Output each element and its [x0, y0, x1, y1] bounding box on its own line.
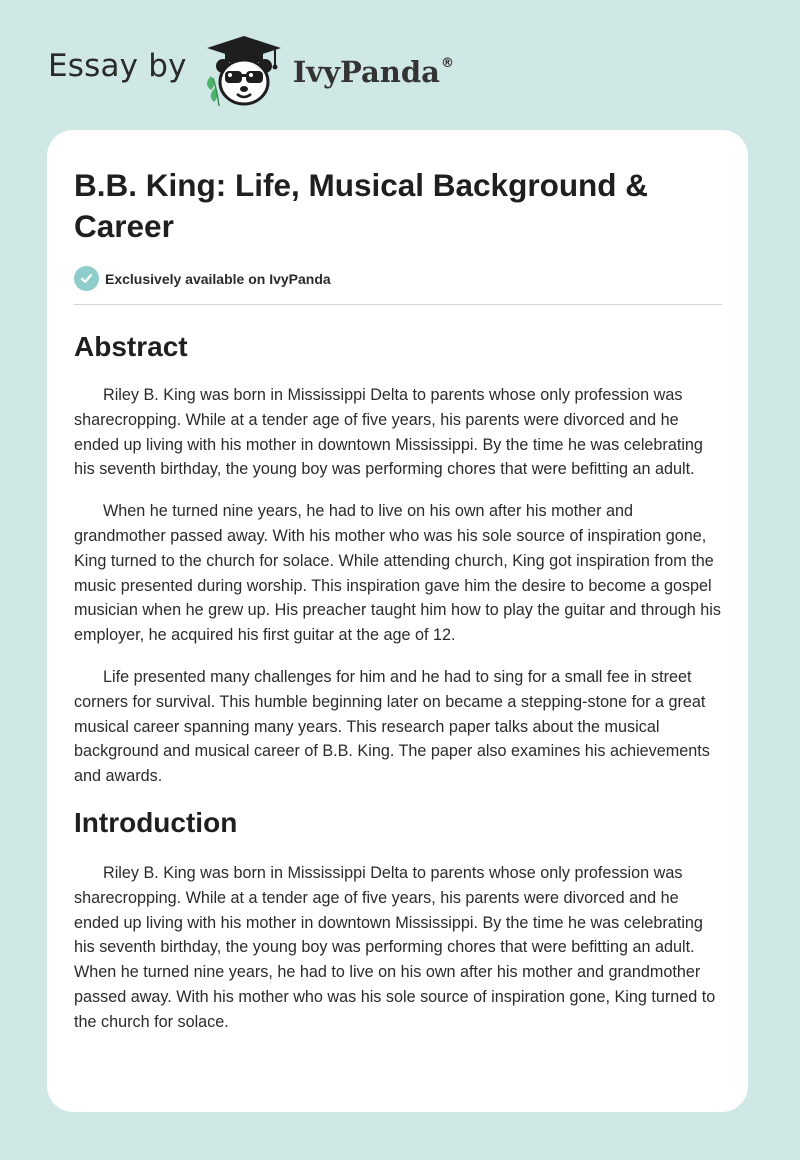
paragraph: Life presented many challenges for him and he had to sing for a small fee in street corners for survival. This humble beginning later on became a stepping-stone for a great musical career spanning many years. This research paper talks about the musical background and musical career of B.B. King. The paper also examines his achievements and awards.: [74, 667, 710, 786]
essay-by-label: Essay by: [48, 48, 187, 84]
divider: [74, 304, 722, 305]
exclusive-badge: [74, 266, 722, 291]
check-icon: [74, 266, 99, 291]
paragraph: Riley B. King was born in Mississippi Delta to parents whose only profession was sharecropping. While at a tender age of five years, his parents were divorced and he ended up living with his mother in downtown Mississippi. By the time he was celebrating his seventh birthday, the young boy was performing chores that were befitting an adult.: [74, 386, 703, 479]
essay-card: [47, 130, 748, 1112]
registered-mark: ®: [440, 56, 454, 72]
essay-title: B.B. King: Life, Musical Background & Career: [74, 167, 649, 244]
exclusive-label: Exclusively available on IvyPanda: [105, 270, 331, 287]
paragraph: Riley B. King was born in Mississippi Delta to parents whose only profession was sharecropping. While at a tender age of five years, his parents were divorced and he ended up living with his mother in downtown Mississippi. By the time he was celebrating his seventh birthday, the young boy was performing chores that were befitting an adult. When he turned nine years, he had to live on his own after his mother and grandmother passed away. With his mother who was his sole source of inspiration gone, King turned to the church for solace.: [74, 863, 716, 1031]
essay-content: [74, 160, 722, 1035]
brand-name[interactable]: IvyPanda®: [292, 55, 454, 89]
paragraph: When he turned nine years, he had to live on his own after his mother and grandmother passed away. With his mother who was his sole source of inspiration gone, King turned to the church for solace. While attending church, King got inspiration from the music presented during worship. This inspiration gave him the desire to become a gospel musician when he grew up. His preacher taught him how to play the guitar and through his employer, he acquired his first guitar at the age of 12.: [74, 502, 721, 645]
site-header: [48, 30, 453, 110]
panda-graduate-icon: [201, 30, 287, 110]
section-heading-abstract: Abstract: [74, 331, 188, 362]
section-heading-introduction: Introduction: [74, 806, 238, 838]
